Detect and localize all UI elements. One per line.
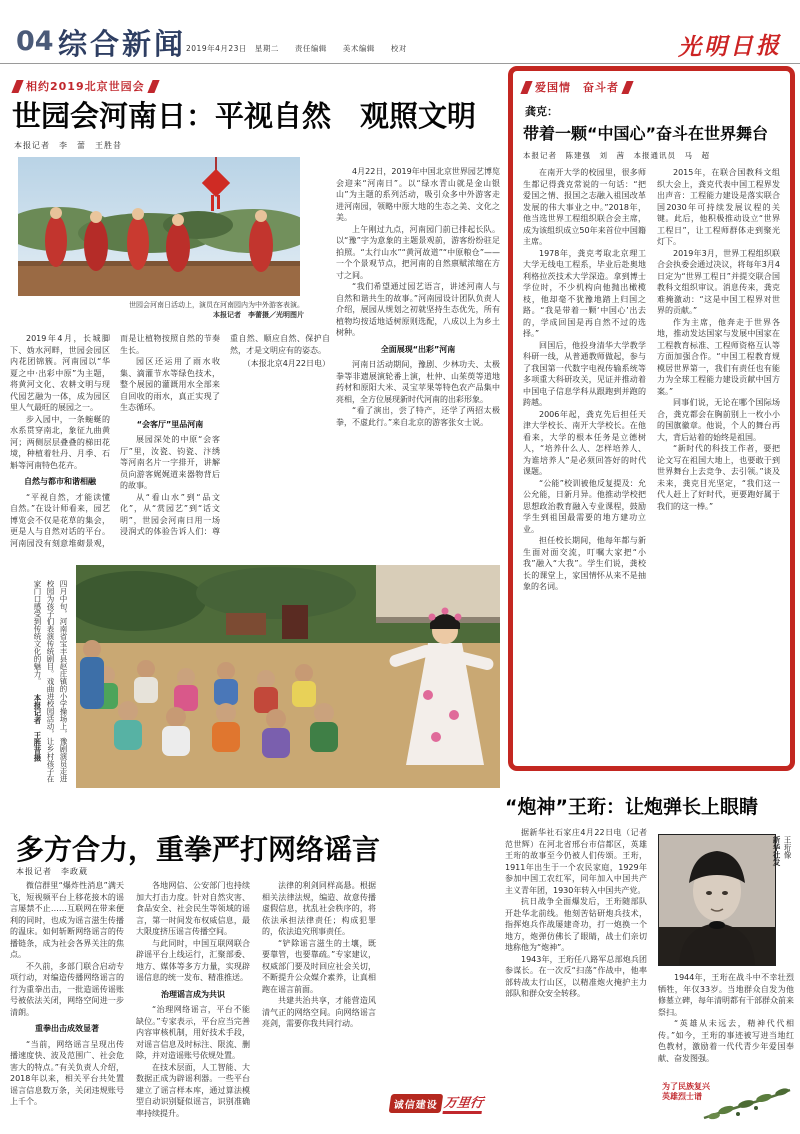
logo-text-part2: 万里行 — [442, 1092, 484, 1114]
article1-tag-label: 相约2019北京世园会 — [26, 80, 145, 93]
integrity-campaign-logo — [388, 1088, 510, 1118]
tag-bar-icon — [621, 81, 633, 94]
garden-expo-photo-illustration — [18, 157, 300, 296]
header-rule — [0, 63, 800, 64]
series-line-2: 英雄烈士谱 — [662, 1091, 702, 1101]
article4-headline: “炮神”王珩：让炮弹长上眼睛 — [505, 796, 758, 818]
article2-series-tag — [523, 79, 780, 95]
logo-text-part1: 诚信建设 — [389, 1094, 444, 1113]
heroes-series-logo — [662, 1082, 796, 1130]
martyr-portrait-photo — [658, 834, 776, 966]
article4-column-1: 据新华社石家庄4月22日电（记者范世辉）在河北省邢台市信都区，英雄王珩的故事至今仍被人们传颂。王珩，1911年出生于一个农民家庭，1929年参加中国工农红军，同年加入中国共产主义青年团，1930年转入中国共产党。 抗日战争全面爆发后，王珩随部队开赴华北前线。他刻苦钻研炮兵技术，指挥炮兵作战屡建奇功，打一炮换一个地方，炮弹仿佛长了眼睛，战士们亲切地称他为“炮神”。 1943年，王珩任八路军总部炮兵团参谋长。在一次反“扫荡”作战中，他率部转战太行山区，以精准炮火掩护主力部队和群众安全转移。 — [505, 828, 647, 998]
portrait-caption-top: 王珩像 — [783, 836, 792, 859]
section-title: 综合新闻 — [58, 27, 187, 61]
article1-byline: 本报记者 李 蕾 王胜昔 — [14, 141, 122, 150]
article3-body-columns: 微信群里“爆炸性消息”满天飞，短视频平台上移花接木的谣言屡禁不止……互联网在带来便利的同时，也成为谣言滋生传播的温床。如何斩断网络谣言的传播链条，成为社会各界关注的焦点。 不久前，多部门联合启动专项行动，对编造传播网络谣言的行为重拳出击，一批造谣传谣账号被依法关闭，网络空间进一步清朗。 重拳出击成效显著 “当前，网络谣言呈现出传播速度快、波及范围广、社会危害大的特点。”有关负责人介绍，2018年以来，相关平台共处置谣言信息数万条，关闭违规账号上千个。 各地网信、公安部门也持续加大打击力度。针对自然灾害、食品安全、社会民生等领域的谣言，第一时间发布权威信息，最大限度挤压谣言传播空间。 与此同时，中国互联网联合辟谣平台上线运行，汇聚部委、地方、媒体等多方力量，实现辟谣信息的统一发布、精准推送。 治理谣言成为共识 “治理网络谣言，平台不能缺位。”专家表示，平台应当完善内容审核机制，用好技术手段，对谣言信息及时标注、限流、删除，并对造谣账号依规处置。 在技术层面，人工智能、大数据正成为辟谣利器。一些平台建立了谣言样本库，通过算法模型自动识别疑似谣言，识别准确率持续提升。 法律的利剑同样高悬。根据相关法律法规，编造、故意传播虚假信息，扰乱社会秩序的，将依法承担法律责任；构成犯罪的，依法追究刑事责任。 “铲除谣言滋生的土壤，既要靠管，也要靠疏。”专家建议，权威部门要及时回应社会关切，不断提升公众媒介素养，让真相跑在谣言前面。 共建共治共享，才能营造风清气正的网络空间。向网络谣言亮剑，需要你我共同行动。 — [10, 881, 376, 1118]
photo2-caption-credit: 本报记者 王胜昔摄 — [33, 694, 42, 762]
opera-photo-illustration — [76, 565, 500, 788]
series-line-1: 为了民族复兴 — [662, 1082, 710, 1091]
article1-photo-caption — [18, 300, 304, 320]
article1-headline: 世园会河南日：平视自然 观照文明 — [12, 99, 477, 133]
article1-photo — [18, 157, 300, 296]
portrait-caption-bottom: 新华社发 — [772, 836, 781, 866]
article3-headline: 多方合力，重拳严打网络谣言 — [16, 833, 381, 866]
article1-series-tag — [14, 78, 157, 94]
article1-body-columns: 2019年4月，长城脚下、妫水河畔，世园会园区内花团锦簇。河南园以“华夏之中·出彩中原”为主题，将黄河文化、农耕文明与现代园艺融为一体，成为园区里人气最旺的展园之一。 步入园中，一条蜿蜒的水系贯穿南北，象征九曲黄河；两侧层层叠叠的梯田花境，种植着牡丹、月季、石斛等河南特色花卉。 自然与都市和谐相融 “平视自然，才能读懂自然。”在设计师看来，园艺博览会不仅是花草的集会，更是人与自然对话的平台。河南园没有刻意堆砌景观，而是让植物按照自然的节奏生长。 园区还运用了雨水收集、滴灌节水等绿色技术，整个展园的灌溉用水全部来自回收的雨水，真正实现了生态循环。 “会客厅”里品河南 展园深处的中原“会客厅”里，汝瓷、钧瓷、汴绣等河南名片一字排开，讲解员向游客娓娓道来器物背后的故事。 从“看山水”到“品文化”，从“赏园艺”到“话文明”，世园会河南日用一场浸润式的体验告诉人们：尊重自然、顺应自然、保护自然，才是文明应有的姿态。 （本报北京4月22日电） — [10, 334, 330, 548]
plant-illustration — [698, 1084, 794, 1126]
article1-right-column: 4月22日，2019年中国北京世界园艺博览会迎来“河南日”。以“绿水青山就是金山银山”为主题的系列活动，吸引众多中外游客走进河南园，领略中原大地的生态之美、文化之美。 上午刚过九点，河南园门前已排起长队。以“豫”字为意象的主题景观前，游客纷纷驻足拍照。“太行山水”“黄河故道”“中原粮仓”——一个个景观节点，把河南的自然禀赋浓缩在方寸之间。 “我们希望通过园艺语言，讲述河南人与自然和谐共生的故事。”河南园设计团队负责人介绍，展园从规划之初就坚持生态优先，所有植物均按适地适树原则选配，八成以上为乡土树种。 全面展现“出彩”河南 河南日活动期间，豫剧、少林功夫、太极拳等非遗展演轮番上演，杜仲、山茱萸等道地药材和原阳大米、灵宝苹果等特色农产品集中亮相，全方位展现新时代河南的出彩形象。 “看了演出，尝了特产，还学了两招太极拳，不虚此行。”来自北京的游客张女士说。 — [336, 167, 500, 427]
photo2-caption-text: 四月中旬，河南省宝丰县赵庄镇的小学操场上，豫剧演员走进校园为孩子们表演传统剧目。戏曲进校园活动，让乡村孩子在家门口感受到传统文化的魅力。 — [33, 580, 68, 783]
featured-article-box — [508, 66, 795, 771]
caption-line-2: 本报记者 李蕾摄／光明图片 — [213, 311, 304, 319]
photo2-vertical-caption — [10, 580, 70, 788]
newspaper-brand: 光明日报 — [677, 32, 783, 61]
tag-bar-icon — [520, 81, 532, 94]
portrait-caption-strip — [772, 836, 793, 964]
article2-column-1: 在南开大学的校园里，很多师生都记得龚克常说的一句话：“把爱国之情、报国之志融入祖国改革发展的伟大事业之中。”2018年，他当选世界工程组织联合会主席，成为该组织成立50年来首位中国籍主席。 1978年，龚克考取北京理工大学无线电工程系，毕业后赴奥地利格拉茨技术大学深造。拿到博士学位时，不少机构向他抛出橄榄枝，他却毫不犹豫地踏上归国之路。“我是带着一颗‘中国心’出去的，学成回国是再自然不过的选择。” 回国后，他投身清华大学教学科研一线，从普通教师做起，参与了我国第一代数字电视传输系统等多项重大科研攻关，见证并推动着中国电子信息学科从跟跑到并跑的跨越。 2006年起，龚克先后担任天津大学校长、南开大学校长。在他看来，大学的根本任务是立德树人，“培养什么人、怎样培养人、为谁培养人”是必须回答好的时代课题。 “公能”校训被他反复提及：允公允能，日新月异。他推动学校把思想政治教育融入专业课程，鼓励学生到祖国最需要的地方建功立业。 担任校长期间，他每年都与新生面对面交流，叮嘱大家把“小我”融入“大我”。学生们说，龚校长的课堂上，家国情怀从来不是抽象的名词。 — [523, 168, 646, 591]
tag-bar-icon — [11, 80, 23, 93]
opera-performance-photo — [76, 565, 500, 788]
article2-byline: 本报记者 陈建强 刘 茜 本报通讯员 马 超 — [523, 151, 710, 160]
article2-kicker: 龚克： — [525, 105, 558, 118]
article2-column-2: 2015年，在联合国教科文组织大会上，龚克代表中国工程界发出声音：工程能力建设是落实联合国2030年可持续发展议程的关键。此后，他积极推动设立“世界工程日”，让工程师群体走到聚光灯下。 2019年3月，世界工程组织联合会执委会通过决议，将每年3月4日定为“世界工程日”并提交联合国教科文组织审议。消息传来，龚克难掩激动：“这是中国工程界对世界的贡献。” 作为主席，他奔走于世界各地，推动发达国家与发展中国家在工程教育标准、工程师资格互认等方面加强合作。“中国工程教育规模居世界第一，我们有责任也有能力为全球工程能力建设贡献中国方案。” 同事们说，无论在哪个国际场合，龚克都会在胸前别上一枚小小的国旗徽章。他说，个人的舞台再大，背后站着的始终是祖国。 “新时代的科技工作者，要把论文写在祖国大地上，也要敢于到世界舞台上去竞争、去引领。”谈及未来，龚克目光坚定，“我们这一代人赶上了好时代，更要跑好属于我们的这一棒。” — [657, 168, 780, 511]
article2-headline: 带着一颗“中国心”奋斗在世界舞台 — [523, 124, 769, 143]
article4-column-2: 1944年，王珩在战斗中不幸壮烈牺牲，年仅33岁。当地群众自发为他修墓立碑，每年清明都有干部群众前来祭扫。 “英雄从未远去，精神代代相传。”如今，王珩的事迹被写进当地红色教材，激励着一代代青少年爱国奉献、奋发图强。 — [658, 973, 794, 1063]
caption-line-1: 世园会河南日活动上，演员在河南园内为中外游客表演。 — [129, 301, 304, 309]
tag-bar-icon — [147, 80, 159, 93]
portrait-illustration — [659, 835, 775, 965]
dateline: 2019年4月23日 星期二 责任编辑 美术编辑 校对 — [186, 44, 407, 53]
article2-tag-label: 爱国情 奋斗者 — [535, 81, 619, 94]
page-number: 04 — [16, 26, 54, 57]
article3-byline: 本报记者 李政葳 — [16, 867, 88, 876]
